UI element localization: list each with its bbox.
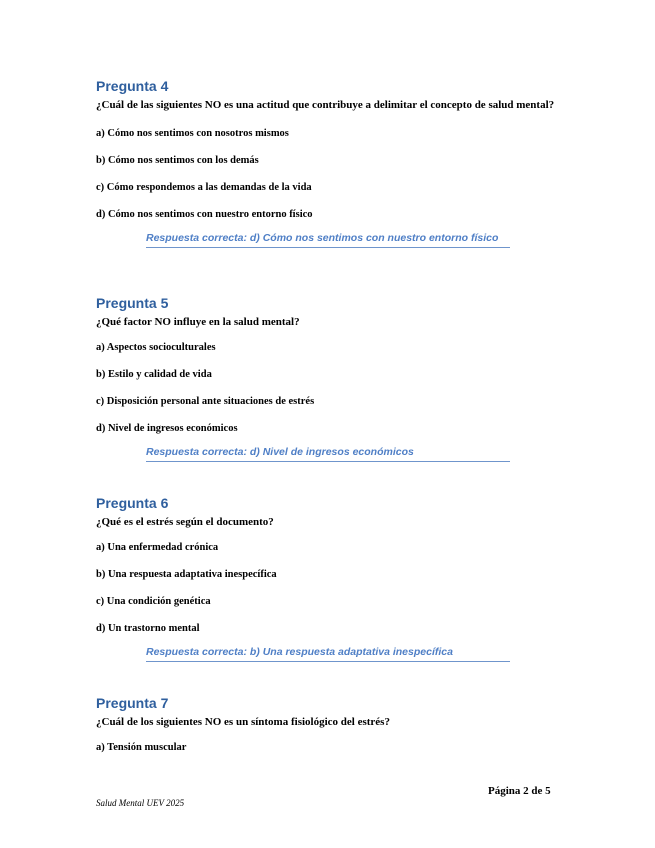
answer-option: b) Una respuesta adaptativa inespecífica xyxy=(96,569,277,580)
answer-option: c) Disposición personal ante situaciones de estrés xyxy=(96,396,315,407)
question-block xyxy=(96,294,556,462)
answer-option: a) Aspectos socioculturales xyxy=(96,342,216,353)
question-title: Pregunta 5 xyxy=(96,295,169,311)
answer-option: d) Cómo nos sentimos con nuestro entorno físico xyxy=(96,209,313,220)
correct-answer: Respuesta correcta: d) Nivel de ingresos económicos xyxy=(146,442,510,462)
answer-option: c) Cómo respondemos a las demandas de la vida xyxy=(96,182,312,193)
question-text: ¿Cuál de las siguientes NO es una actitud que contribuye a delimitar el concepto de salud mental? xyxy=(96,99,555,111)
question-text: ¿Qué factor NO influye en la salud mental? xyxy=(96,316,300,328)
answer-option: a) Tensión muscular xyxy=(96,742,187,753)
question-block xyxy=(96,77,556,248)
answer-option: b) Cómo nos sentimos con los demás xyxy=(96,155,259,166)
question-title: Pregunta 6 xyxy=(96,495,169,511)
answer-option: c) Una condición genética xyxy=(96,596,211,607)
page-number: Página 2 de 5 xyxy=(488,785,551,797)
answer-option: a) Una enfermedad crónica xyxy=(96,542,219,553)
question-title: Pregunta 4 xyxy=(96,78,169,94)
question-text: ¿Qué es el estrés según el documento? xyxy=(96,516,274,528)
correct-answer: Respuesta correcta: d) Cómo nos sentimos con nuestro entorno físico xyxy=(146,228,510,248)
answer-option: a) Cómo nos sentimos con nosotros mismos xyxy=(96,128,289,139)
correct-answer: Respuesta correcta: b) Una respuesta adaptativa inespecífica xyxy=(146,642,510,662)
question-block xyxy=(96,494,556,662)
question-title: Pregunta 7 xyxy=(96,695,169,711)
footer-document-title: Salud Mental UEV 2025 xyxy=(96,798,185,808)
question-text: ¿Cuál de los siguientes NO es un síntoma fisiológico del estrés? xyxy=(96,716,390,728)
answer-option: d) Un trastorno mental xyxy=(96,623,200,634)
answer-option: b) Estilo y calidad de vida xyxy=(96,369,212,380)
answer-option: d) Nivel de ingresos económicos xyxy=(96,423,238,434)
question-block xyxy=(96,694,556,761)
